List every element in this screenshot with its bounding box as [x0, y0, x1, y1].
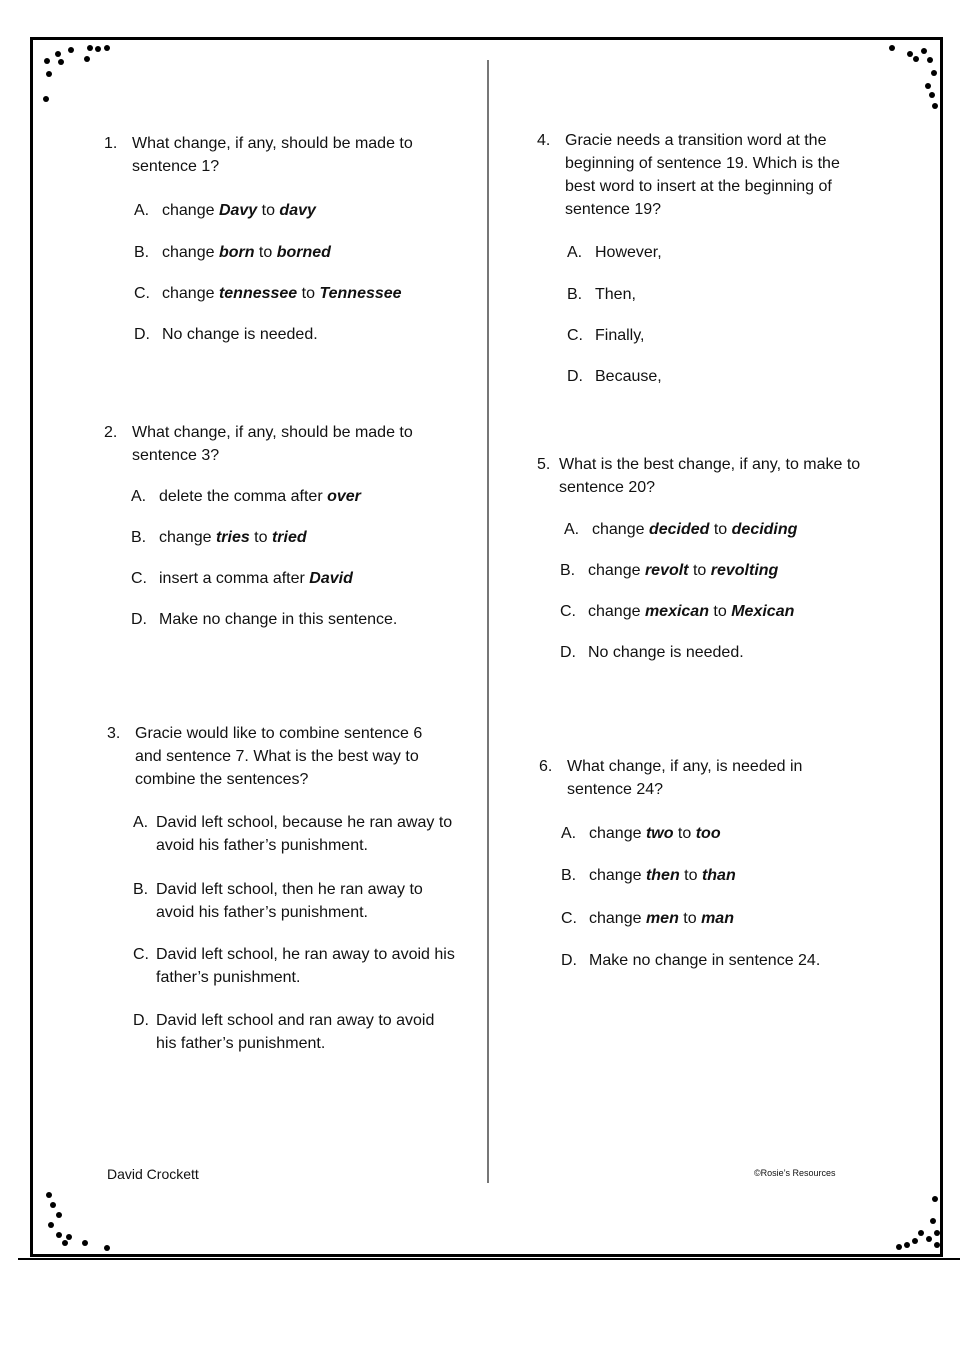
q4-option-b[interactable]: B. Then,: [567, 286, 636, 303]
q3-option-d[interactable]: D. David left school and ran away to avoid his father’s punishment.: [133, 1012, 435, 1052]
question-stem: Gracie would like to combine sentence 6 and sentence 7. What is the best way to combine the sentences?: [135, 725, 423, 788]
q6-option-c[interactable]: C. change men to man: [561, 910, 734, 927]
question-stem: Gracie needs a transition word at the beginning of sentence 19. Which is the best word to insert at the beginning of sentence 19?: [565, 132, 840, 218]
question-number: 6.: [539, 758, 553, 775]
copyright: ©Rosie’s Resources: [754, 1168, 836, 1178]
question-stem: What change, if any, should be made to sentence 1?: [132, 135, 413, 175]
question-4: [537, 129, 867, 221]
q1-option-a[interactable]: A. change Davy to davy: [134, 202, 316, 219]
q2-option-a[interactable]: A. delete the comma after over: [131, 488, 361, 505]
q2-option-d[interactable]: D. Make no change in this sentence.: [131, 611, 398, 628]
bottom-rule: [18, 1258, 960, 1260]
q3-option-b[interactable]: B. David left school, then he ran away to avoid his father’s punishment.: [133, 881, 423, 921]
column-divider-top: [487, 60, 489, 696]
question-2: [104, 421, 444, 467]
q6-option-b[interactable]: B. change then to than: [561, 867, 736, 884]
q1-option-c[interactable]: C. change tennessee to Tennessee: [134, 285, 402, 302]
question-number: 2.: [104, 424, 118, 441]
q4-option-c[interactable]: C. Finally,: [567, 327, 645, 344]
q3-option-a[interactable]: A. David left school, because he ran away to avoid his father’s punishment.: [133, 814, 453, 854]
q4-option-a[interactable]: A. However,: [567, 244, 662, 261]
question-1: [104, 132, 444, 178]
q6-option-a[interactable]: A. change two to too: [561, 825, 721, 842]
q5-option-a[interactable]: A. change decided to deciding: [564, 521, 798, 538]
footer-title: David Crockett: [107, 1166, 199, 1182]
question-6: [539, 755, 839, 801]
q3-option-c[interactable]: C. David left school, he ran away to avoid his father’s punishment.: [133, 946, 455, 986]
question-stem: What change, if any, is needed in sentence 24?: [567, 758, 803, 798]
question-number: 5.: [537, 456, 551, 473]
q5-option-d[interactable]: D. No change is needed.: [560, 644, 744, 661]
question-number: 4.: [537, 132, 551, 149]
question-stem: What change, if any, should be made to sentence 3?: [132, 424, 413, 464]
q2-option-b[interactable]: B. change tries to tried: [131, 529, 307, 546]
question-stem: What is the best change, if any, to make to sentence 20?: [559, 456, 861, 496]
q1-option-b[interactable]: B. change born to borned: [134, 244, 331, 261]
q4-option-d[interactable]: D. Because,: [567, 368, 662, 385]
q5-option-b[interactable]: B. change revolt to revolting: [560, 562, 779, 579]
q5-option-c[interactable]: C. change mexican to Mexican: [560, 603, 795, 620]
question-number: 1.: [104, 135, 118, 152]
column-divider-bottom: [487, 696, 489, 1183]
question-3: [107, 722, 452, 791]
q6-option-d[interactable]: D. Make no change in sentence 24.: [561, 952, 821, 969]
question-5: [537, 453, 877, 499]
question-number: 3.: [107, 725, 121, 742]
q1-option-d[interactable]: D. No change is needed.: [134, 326, 318, 343]
q2-option-c[interactable]: C. insert a comma after David: [131, 570, 353, 587]
